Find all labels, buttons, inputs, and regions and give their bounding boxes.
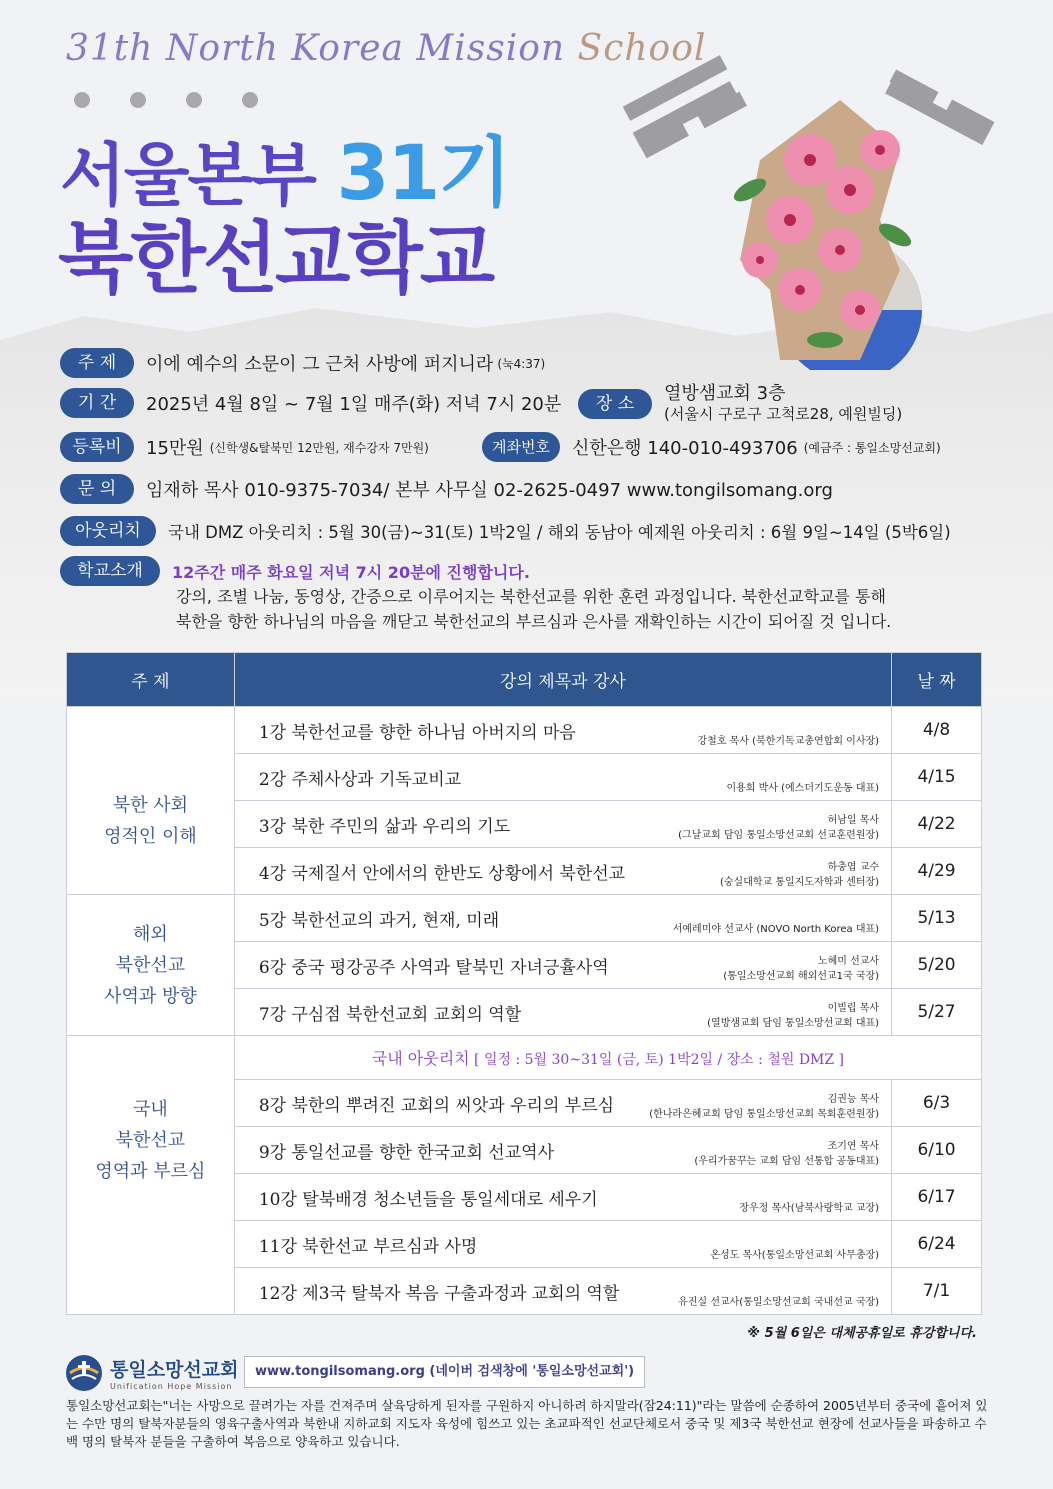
intro-label: 학교소개 [60,556,160,586]
account-holder: (예금주 : 통일소망선교회) [803,440,941,455]
lecture-4: 4강 국제질서 안에서의 한반도 상황에서 북한선교 하충엽 교수 (숭실대학교 통일지도자학과 센터장) [234,848,891,895]
korean-title-line1: 서울본부 31기 [60,128,510,217]
korean-title-line2: 북한선교학교 [58,214,493,304]
place-address: (서울시 구로구 고척로28, 예원빌딩) [664,405,903,423]
schedule-table [66,652,982,1315]
intro-body [176,584,891,634]
header-date: 날 짜 [892,653,982,707]
place-text: 열방샘교회 3층 [664,383,786,404]
theme-ref: (눅4:37) [497,356,546,371]
dot [130,92,146,108]
korea-flag-flower-illustration [600,40,1040,370]
table-row [67,895,982,942]
outreach-text: 국내 DMZ 아웃리치 : 5월 30(금)~31(토) 1박2일 / 해외 동남아 예제원 아웃리치 : 6월 9일~14일 (5박6일) [168,523,951,542]
holiday-note: ※ 5월 6일은 대체공휴일로 휴강합니다. [747,1326,977,1341]
lecture-3: 3강 북한 주민의 삶과 우리의 기도 허남일 목사 (그날교회 담임 통일소망선교회 선교훈련원장) [234,801,891,848]
website-link[interactable]: www.tongilsomang.org (네이버 검색창에 '통일소망선교회') [244,1356,645,1388]
account-text: 신한은행 140-010-493706 [572,438,798,459]
fee-text: 15만원 [146,438,204,459]
date-8: 6/3 [892,1080,982,1127]
theme-text: 이에 예수의 소문이 그 근처 사방에 퍼지니라 [146,354,494,375]
contact-label: 문 의 [60,474,134,504]
lecture-9: 9강 통일선교를 향한 한국교회 선교역사 조기연 목사 (우리가꿈꾸는 교회 담임 선통합 공동대표) [234,1127,891,1174]
info-row-intro [60,556,530,586]
lecture-7: 7강 구심점 북한선교회 교회의 역할 이빌립 목사 (열방샘교회 담임 통일소망선교회 대표) [234,989,891,1036]
lecture-5: 5강 북한선교의 과거, 현재, 미래 서예레미야 선교사 (NOVO North Korea 대표) [234,895,891,942]
table-row-outreach [67,1036,982,1080]
info-row-account [482,432,941,462]
date-2: 4/15 [892,754,982,801]
intro-line2: 북한을 향한 하나님의 마음을 깨닫고 북한선교의 부르심과 은사를 재확인하는 시간이 되어질 것 입니다. [176,612,892,631]
date-7: 5/27 [892,989,982,1036]
date-3: 4/22 [892,801,982,848]
dot [74,92,90,108]
contact-text[interactable]: 임재하 목사 010-9375-7034/ 본부 사무실 02-2625-0497 www.tongilsomang.org [146,480,833,501]
date-12: 7/1 [892,1268,982,1315]
info-row-theme [60,348,545,378]
date-11: 6/24 [892,1221,982,1268]
account-label: 계좌번호 [482,432,560,462]
decorative-dots [74,92,258,108]
info-row-place [578,384,902,424]
date-9: 6/10 [892,1127,982,1174]
date-4: 4/29 [892,848,982,895]
category-3: 국내 북한선교 영역과 부르심 [67,1036,235,1315]
outreach-row: 국내 아웃리치 [ 일정 : 5월 30~31일 (금, 토) 1박2일 / 장소 : 철원 DMZ ] [234,1036,981,1080]
theme-label: 주 제 [60,348,134,378]
fee-label: 등록비 [60,432,134,462]
dot [186,92,202,108]
english-title: 31th North Korea Mission School [66,28,707,69]
category-1: 북한 사회 영적인 이해 [67,707,235,895]
header-theme: 주 제 [67,653,235,707]
lecture-10: 10강 탈북배경 청소년들을 통일세대로 세우기 장우정 목사(남북사랑학교 교장) [234,1174,891,1221]
lecture-11: 11강 북한선교 부르심과 사명 온성도 목사(통일소망선교회 사무총장) [234,1221,891,1268]
period-text: 2025년 4월 8일 ~ 7월 1일 매주(화) 저녁 7시 20분 [146,394,562,415]
lecture-1: 1강 북한선교를 향한 하나님 아버지의 마음 강철호 목사 (북한기독교총연합회 이사장) [234,707,891,754]
org-subtitle: Unification Hope Mission [110,1382,233,1391]
outreach-label: 아웃리치 [60,516,156,546]
date-10: 6/17 [892,1174,982,1221]
org-name: 통일소망선교회 [110,1359,239,1381]
table-header-row [67,653,982,707]
globe-icon [66,1355,102,1391]
intro-line1: 강의, 조별 나눔, 동영상, 간증으로 이루어지는 북한선교를 위한 훈련 과정입니다. 북한선교학교를 통해 [176,587,886,606]
lecture-2: 2강 주체사상과 기독교비교 이용희 박사 (에스더기도운동 대표) [234,754,891,801]
info-row-fee [60,432,429,462]
info-row-outreach [60,516,951,546]
intro-highlight: 12주간 매주 화요일 저녁 7시 20분에 진행합니다. [172,562,530,582]
place-label: 장 소 [578,389,652,419]
dot [242,92,258,108]
org-logo [66,1355,238,1391]
lecture-8: 8강 북한의 뿌려진 교회의 씨앗과 우리의 부르심 김권능 목사 (한나라은혜교회 담임 통일소망선교회 목회훈련원장) [234,1080,891,1127]
info-row-period [60,388,561,418]
org-description: 통일소망선교회는"너는 사망으로 끌려가는 자를 건져주며 살육당하게 된자를 구원하지 아니하려 하지말라(잠24:11)"라는 말씀에 순종하여 2005년부터 중국에 흩어져 있는 수만 명의 탈북자분들의 영육구출사역과 북한내 지하교회 지도자 육성에 힘쓰고 있는 초교파적인 선교단체로서 중국 및 제3국 북한선교 현장에 선교사들을 파송하고 수백 명의 탈북자 분들을 구출하여 복음으로 양육하고 있습니다. [66,1398,988,1449]
date-6: 5/20 [892,942,982,989]
lecture-6: 6강 중국 평강공주 사역과 탈북민 자녀긍휼사역 노혜미 선교사 (통일소망선교회 해외선교1국 국장) [234,942,891,989]
period-label: 기 간 [60,388,134,418]
lecture-12: 12강 제3국 탈북자 복음 구출과정과 교회의 역할 유진실 선교사(통일소망선교회 국내선교 국장) [234,1268,891,1315]
category-2: 해외 북한선교 사역과 방향 [67,895,235,1036]
fee-detail: (신학생&탈북민 12만원, 재수강자 7만원) [209,440,429,455]
date-5: 5/13 [892,895,982,942]
header-lecture: 강의 제목과 강사 [234,653,891,707]
info-row-contact [60,474,833,504]
table-row [67,707,982,754]
date-1: 4/8 [892,707,982,754]
